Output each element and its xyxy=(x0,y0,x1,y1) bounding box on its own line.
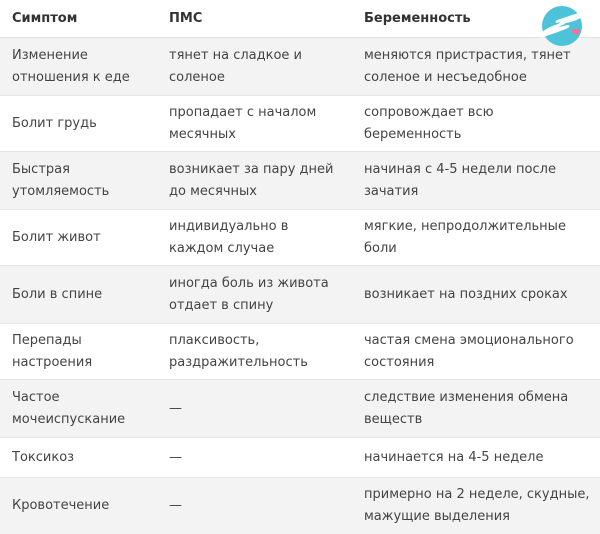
cell-pms: — xyxy=(157,380,352,438)
cell-symptom: Токсикоз xyxy=(0,438,157,478)
cell-pregnancy: следствие изменения обмена веществ xyxy=(352,380,600,438)
cell-symptom: Изменение отношения к еде xyxy=(0,38,157,96)
cell-pms: плаксивость, раздражительность xyxy=(157,324,352,380)
table-row xyxy=(0,438,600,478)
cell-pms: пропадает с началом месячных xyxy=(157,96,352,152)
table-row xyxy=(0,152,600,210)
table-row xyxy=(0,266,600,324)
cell-symptom: Кровотечение xyxy=(0,478,157,534)
cell-pregnancy: начинается на 4-5 неделе xyxy=(352,438,600,478)
cell-pms: тянет на сладкое и соленое xyxy=(157,38,352,96)
cell-pregnancy: сопровождает всю беременность xyxy=(352,96,600,152)
cell-symptom: Быстрая утомляемость xyxy=(0,152,157,210)
table-row xyxy=(0,96,600,152)
cell-symptom: Болит грудь xyxy=(0,96,157,152)
cell-pms: возникает за пару дней до месячных xyxy=(157,152,352,210)
cell-symptom: Частое мочеиспускание xyxy=(0,380,157,438)
table-header-row xyxy=(0,0,600,38)
cell-symptom: Болит живот xyxy=(0,210,157,266)
table-row xyxy=(0,478,600,534)
header-symptom: Симптом xyxy=(0,0,157,38)
table-row xyxy=(0,380,600,438)
table-row xyxy=(0,38,600,96)
cell-pms: иногда боль из живота отдает в спину xyxy=(157,266,352,324)
cell-pregnancy: начиная с 4-5 недели после зачатия xyxy=(352,152,600,210)
table-row xyxy=(0,210,600,266)
cell-pms: индивидуально в каждом случае xyxy=(157,210,352,266)
cell-pms: — xyxy=(157,478,352,534)
table-row xyxy=(0,324,600,380)
cell-pregnancy: примерно на 2 неделе, скудные, мажущие выделения xyxy=(352,478,600,534)
cell-pregnancy: частая смена эмоционального состояния xyxy=(352,324,600,380)
cell-pregnancy: мягкие, непродолжительные боли xyxy=(352,210,600,266)
hands-heart-logo-icon xyxy=(532,4,588,50)
cell-pms: — xyxy=(157,438,352,478)
cell-symptom: Перепады настроения xyxy=(0,324,157,380)
cell-pregnancy: возникает на поздних сроках xyxy=(352,266,600,324)
cell-pregnancy: меняются пристрастия, тянет соленое и несъедобное xyxy=(352,38,600,96)
header-pms: ПМС xyxy=(157,0,352,38)
header-pregnancy: Беременность xyxy=(352,0,600,38)
cell-symptom: Боли в спине xyxy=(0,266,157,324)
